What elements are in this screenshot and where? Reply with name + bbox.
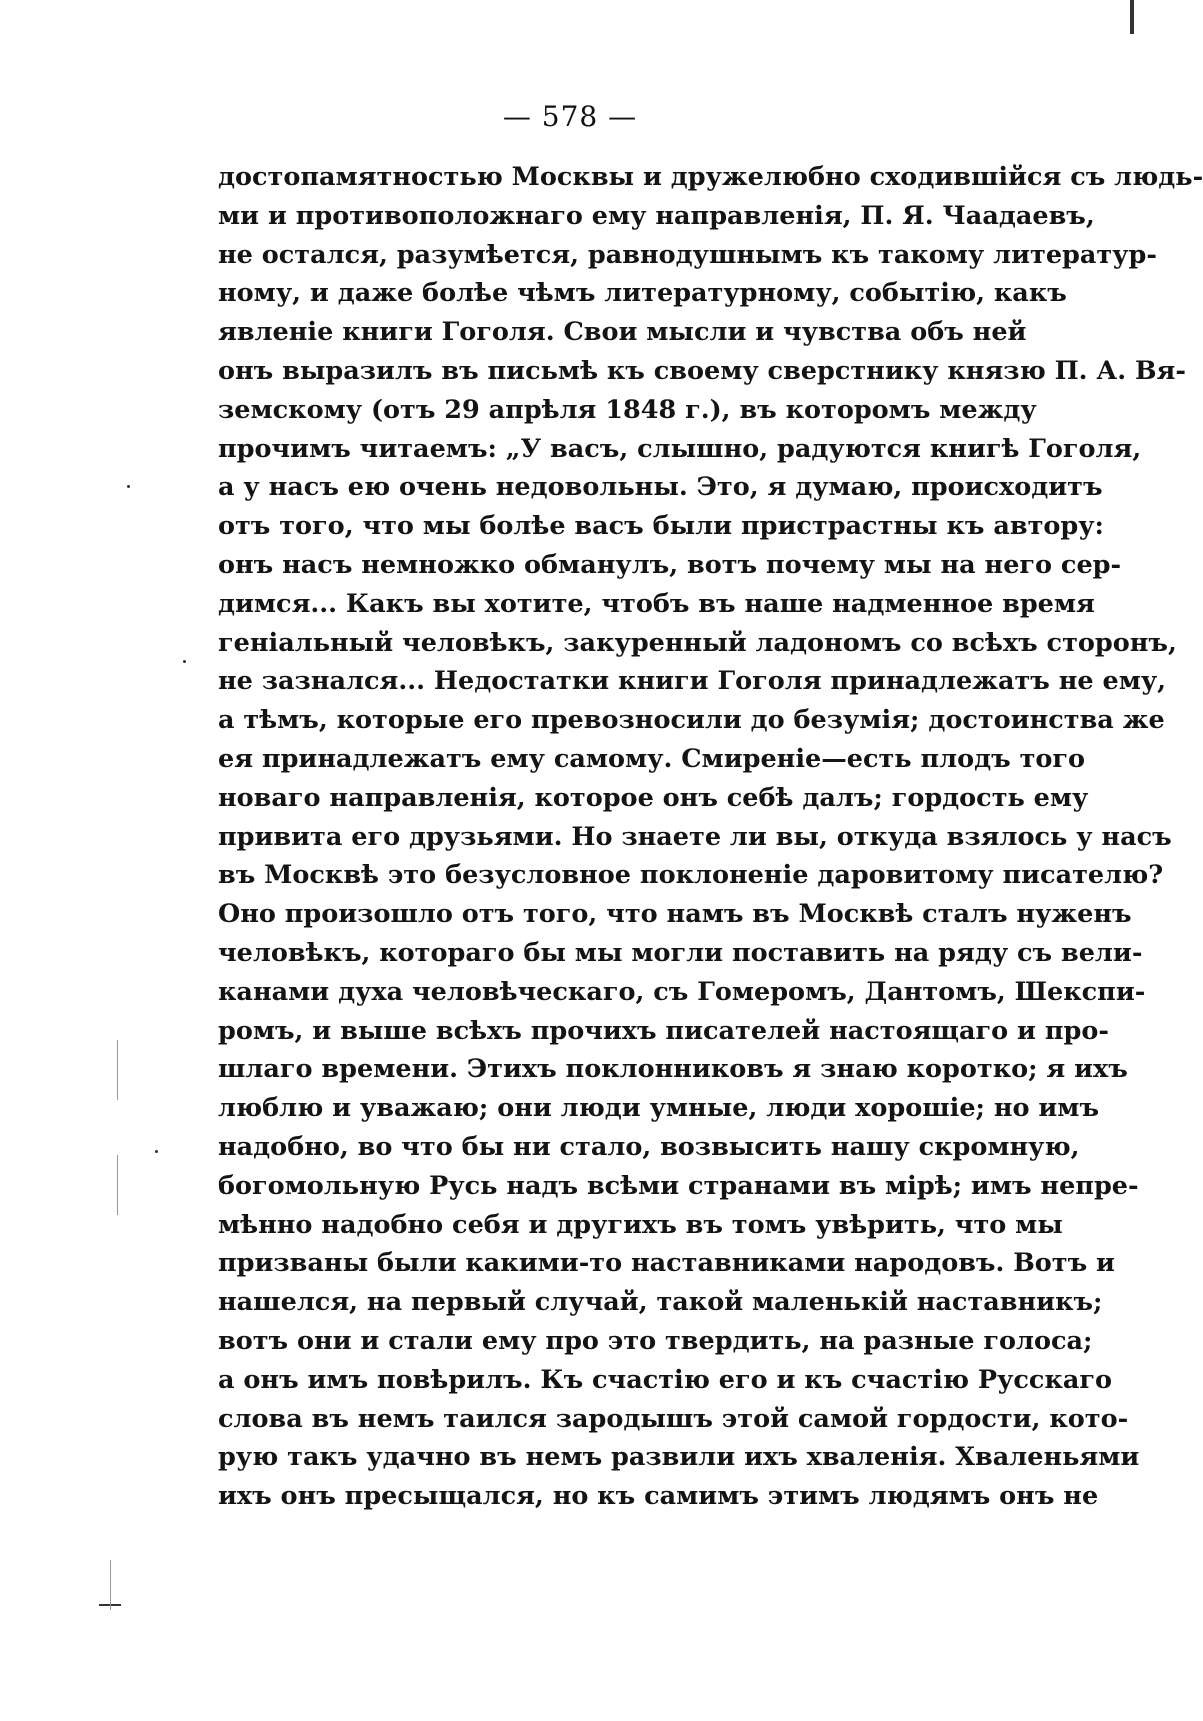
text-line: ному, и даже болѣе чѣмъ литературному, событію, какъ [218,278,1067,309]
text-line: онъ выразилъ въ письмѣ къ своему сверстнику князю П. А. Вя- [218,355,1186,386]
text-line: шлаго времени. Этихъ поклонниковъ я знаю коротко; я ихъ [218,1054,1128,1085]
text-line: люблю и уважаю; они люди умные, люди хорошіе; но имъ [218,1093,1100,1124]
text-line: достопамятностью Москвы и дружелюбно сходившійся съ людь- [218,162,1203,192]
text-line: ми и противоположнаго ему направленія, П. Я. Чаадаевъ, [218,200,1095,231]
text-line: канами духа человѣческаго, съ Гомеромъ, Дантомъ, Шекспи- [218,976,1146,1007]
text-line: не остался, разумѣется, равнодушнымъ къ такому литератур- [218,239,1157,270]
text-line: въ Москвѣ это безусловное поклоненіе даровитому писателю? [218,860,1164,891]
text-line: а онъ имъ повѣрилъ. Къ счастію его и къ счастію Русскаго [218,1364,1113,1395]
text-line: не зазнался... Недостатки книги Гоголя принадлежатъ не ему, [218,666,1167,697]
text-line: димся... Какъ вы хотите, чтобъ въ наше надменное время [218,588,1095,619]
text-line: ихъ онъ пресыщался, но къ самимъ этимъ людямъ онъ не [218,1481,1099,1512]
text-line: онъ насъ немножко обманулъ, вотъ почему мы на него сер- [218,549,1122,580]
text-line: мѣнно надобно себя и другихъ въ томъ увѣрить, что мы [218,1209,1063,1240]
text-line: ромъ, и выше всѣхъ прочихъ писателей настоящаго и про- [218,1015,1109,1046]
body-text [218,158,1203,1516]
text-line: геніальный человѣкъ, закуренный ладономъ со всѣхъ сторонъ, [218,627,1177,658]
text-line: привита его друзьями. Но знаете ли вы, откуда взялось у насъ [218,821,1172,852]
text-line: призваны были какими-то наставниками народовъ. Вотъ и [218,1248,1115,1279]
scan-artifact [117,1155,118,1215]
text-line: рую такъ удачно въ немъ развили ихъ хваленія. Хваленьями [218,1442,1140,1473]
text-line: прочимъ читаемъ: „У васъ, слышно, радуются книгѣ Гоголя, [218,433,1142,464]
scan-artifact [110,1560,111,1610]
scan-artifact [155,1150,158,1153]
text-line: человѣкъ, котораго бы мы могли поставить на ряду съ вели- [218,937,1143,968]
text-line: слова въ немъ таился зародышъ этой самой гордости, кото- [218,1403,1129,1434]
scan-artifact [127,485,130,488]
text-line: ея принадлежатъ ему самому. Смиреніе—есть плодъ того [218,743,1086,774]
scan-artifact [183,660,186,663]
text-line: богомольную Русь надъ всѣми странами въ мірѣ; имъ непре- [218,1170,1139,1201]
text-line: Оно произошло отъ того, что намъ въ Москвѣ сталъ нуженъ [218,899,1132,930]
text-line: отъ того, что мы болѣе васъ были пристрастны къ автору: [218,511,1104,542]
text-line: а тѣмъ, которые его превозносили до безумія; достоинства же [218,705,1165,736]
text-line: явленіе книги Гоголя. Свои мысли и чувства объ ней [218,317,1027,348]
text-line: новаго направленія, которое онъ себѣ далъ; гордость ему [218,782,1089,813]
text-line: земскому (отъ 29 апрѣля 1848 г.), въ которомъ между [218,394,1037,425]
text-line: а у насъ ею очень недовольны. Это, я думаю, происходитъ [218,472,1103,503]
text-line: нашелся, на первый случай, такой маленькій наставникъ; [218,1287,1103,1318]
text-line: надобно, во что бы ни стало, возвысить нашу скромную, [218,1131,1080,1162]
page-number: — 578 — [502,100,638,133]
scan-artifact [1130,0,1134,34]
text-line: вотъ они и стали ему про это твердить, на разные голоса; [218,1325,1093,1356]
scan-artifact [117,1040,118,1100]
